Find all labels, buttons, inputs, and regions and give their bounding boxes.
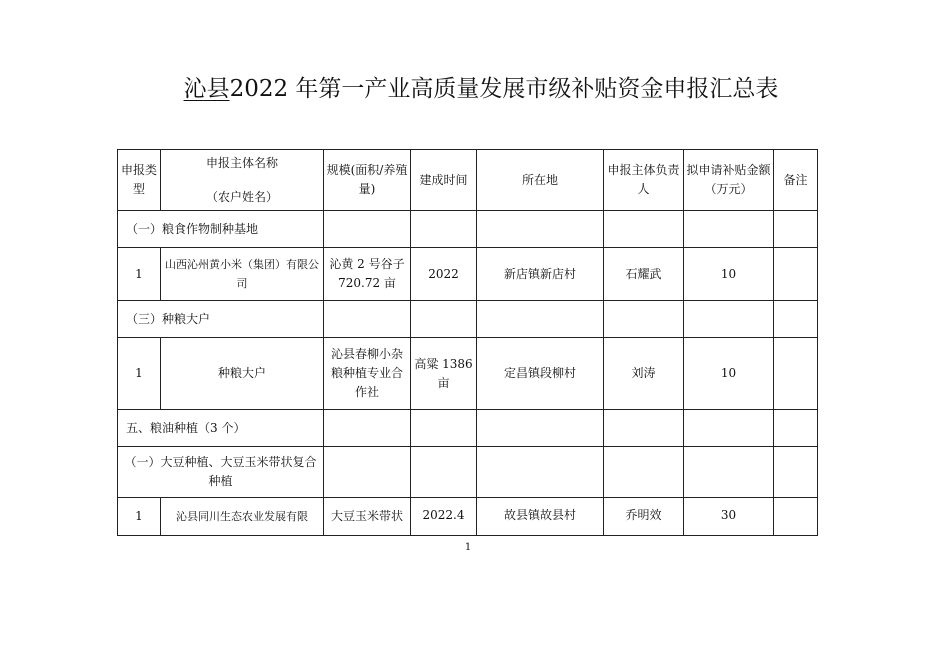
row-location: 新店镇新店村: [477, 248, 604, 301]
table-row: [118, 338, 818, 410]
page-number: 1: [464, 542, 472, 553]
table-row: [118, 498, 818, 536]
title-county: 沁县: [183, 76, 230, 102]
header-amount: 拟申请补贴金额（万元）: [684, 150, 774, 211]
header-location: 所在地: [477, 150, 604, 211]
row-entity: 种粮大户: [161, 338, 324, 410]
header-entity: [161, 150, 324, 211]
section-row: [118, 301, 818, 338]
title-main: 2022 年第一产业高质量发展市级补贴资金申报汇总表: [229, 76, 779, 102]
header-scale: 规模(面积/养殖量): [324, 150, 411, 211]
header-type: 申报类型: [118, 150, 161, 211]
row-scale: 大豆玉米带状: [324, 498, 411, 536]
row-index: 1: [118, 248, 161, 301]
row-scale: 沁县春柳小杂粮种植专业合作社: [324, 338, 411, 410]
row-build-time: 高粱 1386 亩: [411, 338, 477, 410]
row-remarks: [774, 498, 818, 536]
row-index: 1: [118, 338, 161, 410]
row-scale: 沁黄 2 号谷子 720.72 亩: [324, 248, 411, 301]
row-person: 乔明效: [604, 498, 684, 536]
section-label: （一）粮食作物制种基地: [118, 211, 324, 248]
row-person: 刘涛: [604, 338, 684, 410]
row-build-time: 2022: [411, 248, 477, 301]
header-row: [118, 150, 818, 211]
section-row: [118, 447, 818, 498]
header-person: 申报主体负责人: [604, 150, 684, 211]
row-remarks: [774, 338, 818, 410]
row-remarks: [774, 248, 818, 301]
row-index: 1: [118, 498, 161, 536]
row-entity: 沁县同川生态农业发展有限: [161, 498, 324, 536]
header-entity-line1: 申报主体名称: [205, 156, 278, 170]
table-row: [118, 248, 818, 301]
subsidy-summary-table: [117, 149, 818, 536]
section-label: （三）种粮大户: [118, 301, 324, 338]
row-entity: 山西沁州黄小米（集团）有限公司: [161, 248, 324, 301]
row-amount: 10: [684, 338, 774, 410]
section-row: [118, 410, 818, 447]
row-location: 定昌镇段柳村: [477, 338, 604, 410]
row-amount: 10: [684, 248, 774, 301]
document-title: [0, 74, 936, 104]
header-remarks: 备注: [774, 150, 818, 211]
section-label: 五、粮油种植（3 个）: [118, 410, 324, 447]
header-build-time: 建成时间: [411, 150, 477, 211]
header-entity-line2: （农户姓名）: [205, 190, 278, 204]
section-label: （一）大豆种植、大豆玉米带状复合种植: [118, 447, 324, 498]
section-row: [118, 211, 818, 248]
row-person: 石耀武: [604, 248, 684, 301]
row-amount: 30: [684, 498, 774, 536]
row-build-time: 2022.4: [411, 498, 477, 536]
row-location: 故县镇故县村: [477, 498, 604, 536]
